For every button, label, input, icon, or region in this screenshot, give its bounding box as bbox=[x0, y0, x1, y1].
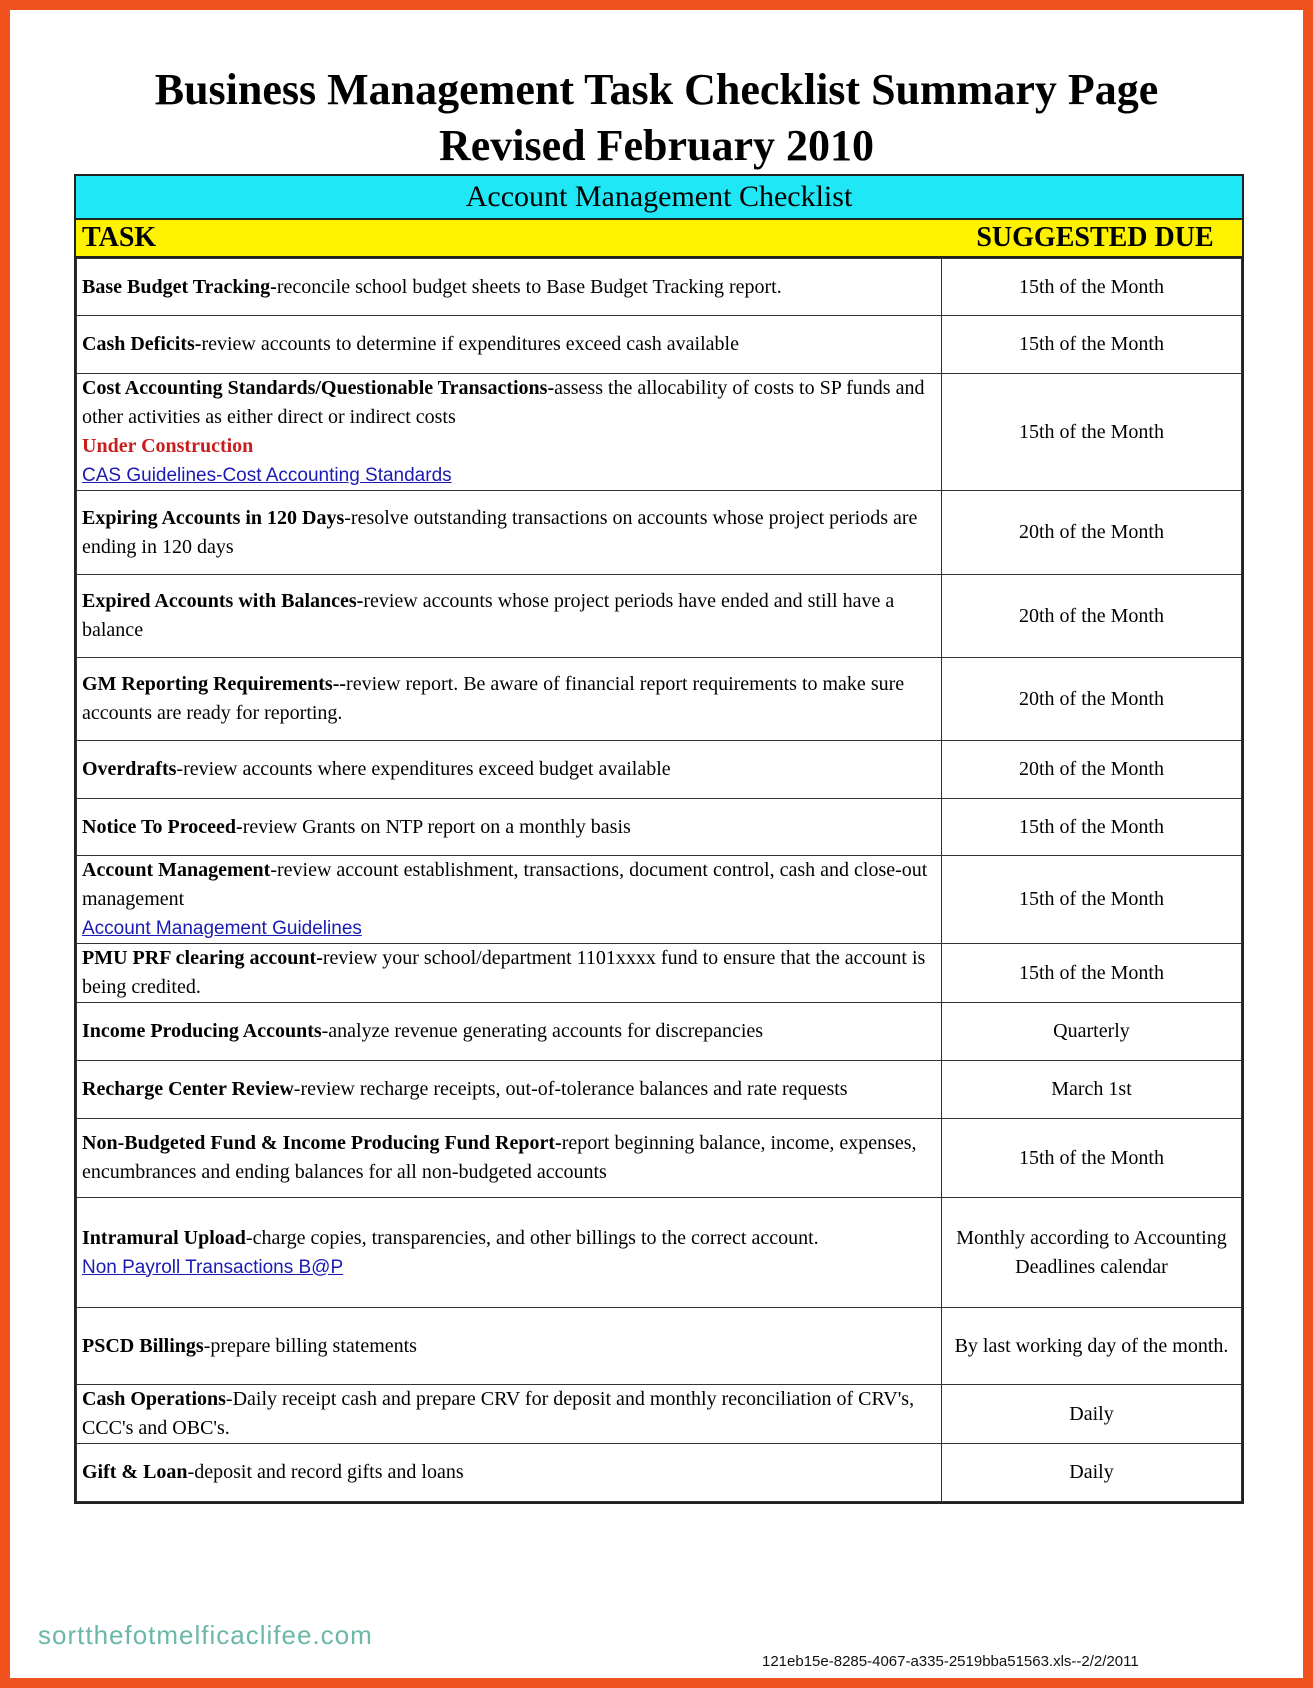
task-cell bbox=[77, 259, 942, 316]
due-cell: March 1st bbox=[942, 1061, 1242, 1119]
task-description: -review account establishment, transactions, document control, cash and close-out management bbox=[82, 859, 928, 910]
task-cell bbox=[77, 1444, 942, 1502]
document-page bbox=[10, 10, 1303, 1678]
task-cell bbox=[77, 1061, 942, 1119]
task-name: Expiring Accounts in 120 Days bbox=[82, 506, 345, 529]
task-table bbox=[76, 258, 1242, 1502]
task-cell bbox=[77, 316, 942, 374]
task-name: Notice To Proceed- bbox=[82, 815, 243, 838]
footer-filename: 121eb15e-8285-4067-a335-2519bba51563.xls--2/2/2011 bbox=[762, 1653, 1139, 1670]
task-cell bbox=[77, 658, 942, 741]
task-cell bbox=[77, 491, 942, 575]
task-cell bbox=[77, 1003, 942, 1061]
table-row bbox=[77, 491, 1242, 575]
task-name: Recharge Center Review bbox=[82, 1078, 294, 1100]
task-name: Account Management bbox=[82, 859, 271, 881]
task-description: -prepare billing statements bbox=[203, 1334, 417, 1357]
due-cell: 15th of the Month bbox=[942, 856, 1242, 944]
task-cell bbox=[77, 741, 942, 799]
guidelines-link[interactable]: Non Payroll Transactions B@P bbox=[82, 1256, 344, 1278]
table-row bbox=[77, 1061, 1242, 1119]
due-cell: Daily bbox=[942, 1444, 1242, 1502]
table-row bbox=[77, 316, 1242, 374]
table-row bbox=[77, 575, 1242, 658]
task-description: reconcile school budget sheets to Base Budget Tracking report. bbox=[276, 275, 782, 298]
table-row bbox=[77, 658, 1242, 741]
task-cell bbox=[77, 856, 942, 944]
task-description: report beginning balance, income, expenses, encumbrances and ending balances for all non-budgeted accounts bbox=[82, 1132, 917, 1183]
watermark: sortthefotmelficaclifee.com bbox=[38, 1620, 373, 1650]
task-cell bbox=[77, 1308, 942, 1385]
due-cell: 20th of the Month bbox=[942, 658, 1242, 741]
task-description: assess the allocability of costs to SP funds and other activities as either direct or indirect costs bbox=[82, 377, 925, 428]
guidelines-link[interactable]: Account Management Guidelines bbox=[82, 918, 362, 939]
task-name: GM Reporting Requirements-- bbox=[82, 673, 347, 695]
due-cell: 20th of the Month bbox=[942, 491, 1242, 575]
task-cell bbox=[77, 1119, 942, 1198]
task-cell bbox=[77, 374, 942, 491]
table-row bbox=[77, 374, 1242, 491]
task-description: -charge copies, transparencies, and other billings to the correct account. bbox=[245, 1226, 819, 1249]
page-title bbox=[10, 62, 1303, 174]
task-name: Income Producing Accounts bbox=[82, 1020, 322, 1042]
task-cell bbox=[77, 1198, 942, 1308]
checklist-table bbox=[74, 174, 1244, 1504]
task-description: review report. Be aware of financial report requirements to make sure accounts are ready for reporting. bbox=[82, 673, 905, 724]
task-rows bbox=[77, 259, 1242, 1502]
task-name: Expired Accounts with Balances- bbox=[82, 590, 364, 612]
due-cell: 15th of the Month bbox=[942, 316, 1242, 374]
section-title: Account Management Checklist bbox=[76, 176, 1242, 220]
table-row bbox=[77, 1385, 1242, 1444]
task-description: -review recharge receipts, out-of-tolerance balances and rate requests bbox=[293, 1078, 848, 1100]
header-task: TASK bbox=[82, 222, 157, 253]
task-name: Cash Operations bbox=[82, 1388, 226, 1410]
task-name: Intramural Upload bbox=[82, 1226, 246, 1249]
task-cell bbox=[77, 575, 942, 658]
table-row bbox=[77, 1198, 1242, 1308]
table-row bbox=[77, 856, 1242, 944]
task-description: -analyze revenue generating accounts for discrepancies bbox=[321, 1020, 764, 1042]
table-row bbox=[77, 259, 1242, 316]
task-name: PMU PRF clearing account- bbox=[82, 947, 323, 969]
task-name: Base Budget Tracking- bbox=[82, 275, 277, 298]
task-description: -resolve outstanding transactions on accounts whose project periods are ending in 120 days bbox=[82, 506, 918, 558]
task-cell bbox=[77, 799, 942, 856]
task-description: -review accounts where expenditures exceed budget available bbox=[176, 758, 671, 780]
task-description: review Grants on NTP report on a monthly basis bbox=[242, 815, 631, 838]
guidelines-link[interactable]: CAS Guidelines-Cost Accounting Standards bbox=[82, 465, 452, 486]
task-description: -deposit and record gifts and loans bbox=[187, 1461, 464, 1483]
task-name: Overdrafts bbox=[82, 758, 177, 780]
header-row bbox=[76, 220, 1242, 258]
task-name: Cost Accounting Standards/Questionable Transactions- bbox=[82, 377, 555, 399]
due-cell: Monthly according to Accounting Deadlines calendar bbox=[942, 1198, 1242, 1308]
table-row bbox=[77, 1444, 1242, 1502]
due-cell: Daily bbox=[942, 1385, 1242, 1444]
due-cell: 15th of the Month bbox=[942, 799, 1242, 856]
task-description: review your school/department 1101xxxx fund to ensure that the account is being credited. bbox=[82, 947, 926, 998]
due-cell: 20th of the Month bbox=[942, 575, 1242, 658]
status-note: Under Construction bbox=[82, 435, 254, 457]
task-description: review accounts to determine if expenditures exceed cash available bbox=[201, 333, 739, 355]
task-cell bbox=[77, 944, 942, 1003]
table-row bbox=[77, 741, 1242, 799]
title-line-2: Revised February 2010 bbox=[438, 121, 875, 170]
task-cell bbox=[77, 1385, 942, 1444]
due-cell: 20th of the Month bbox=[942, 741, 1242, 799]
task-name: PSCD Billings bbox=[82, 1334, 204, 1357]
due-cell: By last working day of the month. bbox=[942, 1308, 1242, 1385]
header-suggested-due: SUGGESTED DUE bbox=[976, 222, 1214, 253]
task-name: Gift & Loan bbox=[82, 1461, 188, 1483]
task-description: review accounts whose project periods have ended and still have a balance bbox=[82, 590, 895, 641]
task-description: -Daily receipt cash and prepare CRV for deposit and monthly reconciliation of CRV's, CCC's and OBC's. bbox=[82, 1388, 915, 1439]
due-cell: Quarterly bbox=[942, 1003, 1242, 1061]
title-line-1: Business Management Task Checklist Summary Page bbox=[154, 65, 1159, 114]
table-row bbox=[77, 1308, 1242, 1385]
due-cell: 15th of the Month bbox=[942, 374, 1242, 491]
task-name: Non-Budgeted Fund & Income Producing Fund Report- bbox=[82, 1132, 562, 1154]
table-row bbox=[77, 1119, 1242, 1198]
table-row bbox=[77, 799, 1242, 856]
due-cell: 15th of the Month bbox=[942, 944, 1242, 1003]
due-cell: 15th of the Month bbox=[942, 259, 1242, 316]
task-name: Cash Deficits- bbox=[82, 333, 202, 355]
table-row bbox=[77, 944, 1242, 1003]
due-cell: 15th of the Month bbox=[942, 1119, 1242, 1198]
table-row bbox=[77, 1003, 1242, 1061]
